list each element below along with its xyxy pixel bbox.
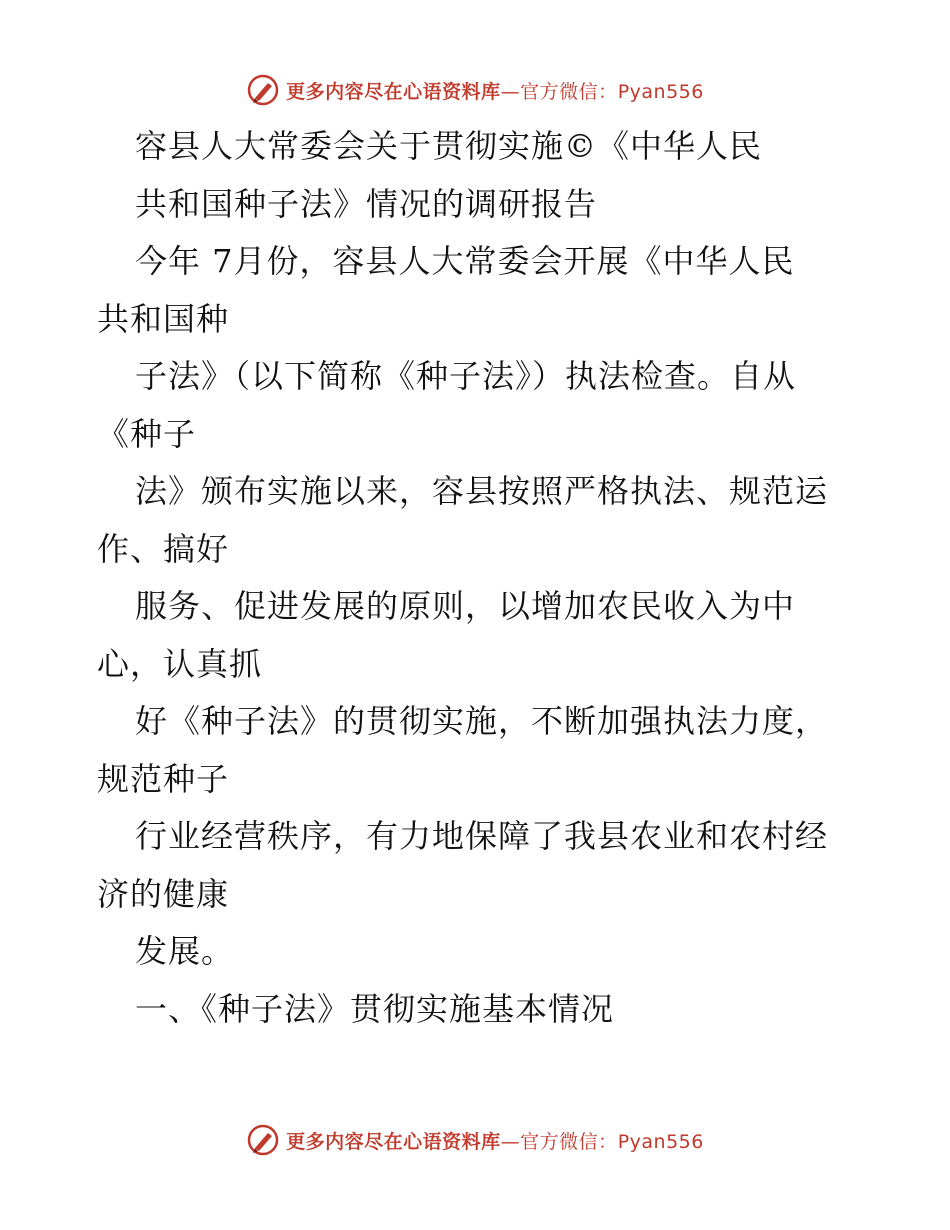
paragraph-line: 济的健康	[97, 874, 230, 913]
pen-logo-icon	[246, 73, 280, 107]
paragraph-line: 法》颁布实施以来，容县按照严格执法、规范运	[135, 472, 829, 510]
paragraph-line: 子法》（以下简称《种子法》）执法检查。自从	[135, 357, 797, 395]
banner-text: 更多内容尽在心语资料库—官方微信：Pyan556	[286, 1130, 704, 1153]
paragraph-line: 服务、促进发展的原则，以增加农民收入为中	[135, 587, 796, 625]
paragraph-line: 今年 7月份，容县人大常委会开展《中华人民	[135, 242, 795, 280]
paragraph-line: 心，认真抓	[97, 644, 263, 683]
paragraph-line: 行业经营秩序，有力地保障了我县农业和农村经	[135, 817, 829, 855]
footer-watermark-banner	[0, 1120, 950, 1160]
banner-text: 更多内容尽在心语资料库—官方微信：Pyan556	[286, 80, 704, 103]
paragraph-line: 发展。	[135, 932, 235, 970]
paragraph-line: 共和国种	[97, 299, 230, 338]
header-watermark-banner	[0, 70, 950, 110]
paragraph-line: 《种子	[97, 414, 197, 453]
paragraph-line: 作、搞好	[97, 529, 230, 568]
title-line-1: 容县人大常委会关于贯彻实施©《中华人民	[135, 127, 763, 165]
paragraph-line: 规范种子	[97, 759, 230, 798]
paragraph-line: 好《种子法》的贯彻实施，不断加强执法力度，	[135, 702, 829, 740]
pen-logo-icon	[246, 1123, 280, 1157]
title-line-2: 共和国种子法》情况的调研报告	[135, 184, 598, 223]
document-body	[97, 118, 857, 1038]
section-heading: 一、《种子法》贯彻实施基本情况	[135, 989, 615, 1028]
